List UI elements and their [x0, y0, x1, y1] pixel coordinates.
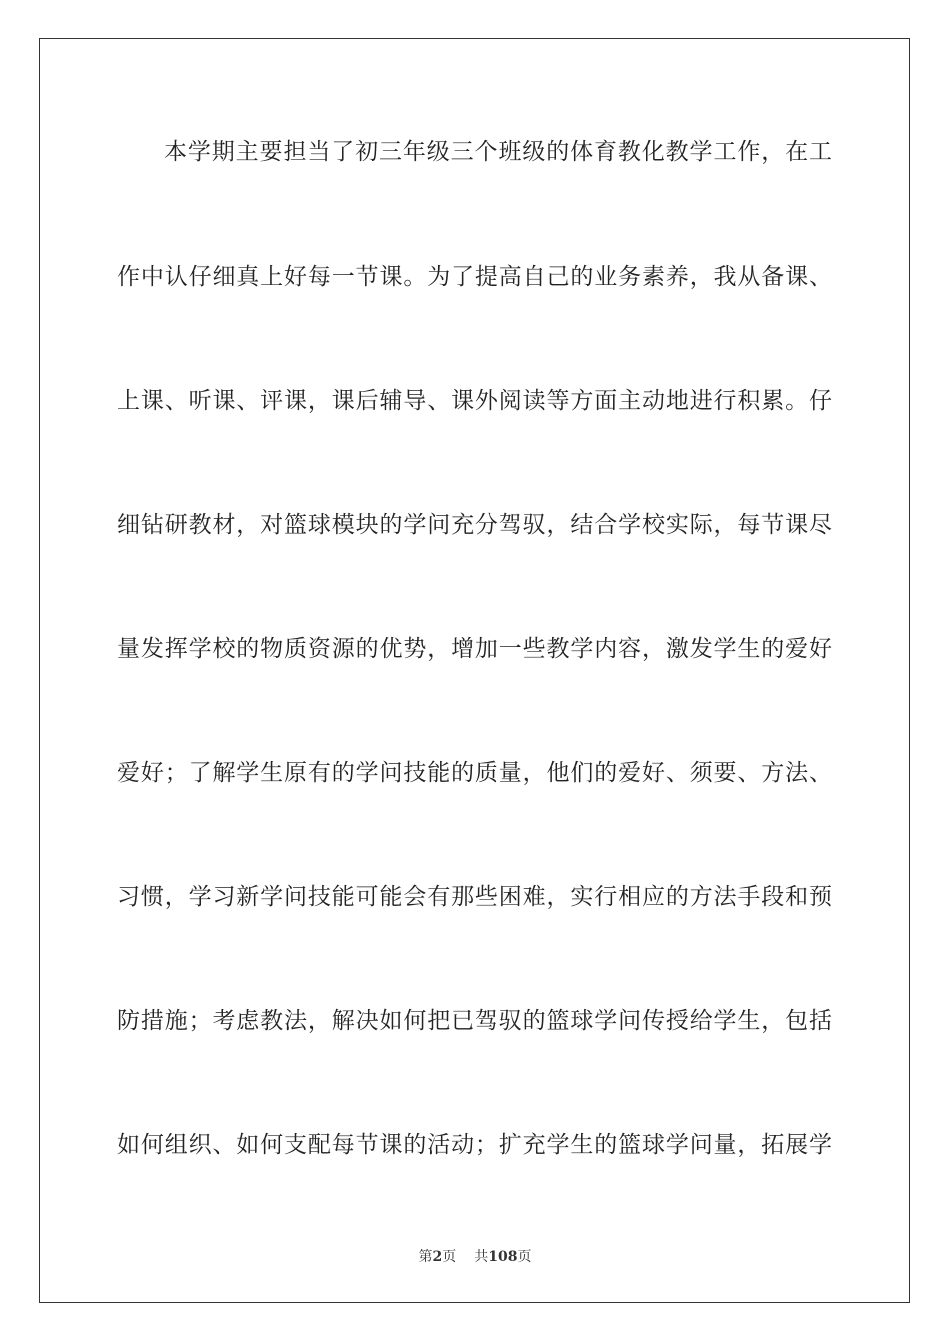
footer-total-number: 108 — [488, 1249, 518, 1265]
body-text-line-3: 上课、听课、评课，课后辅导、课外阅读等方面主动地进行积累。仔 — [117, 388, 832, 414]
body-text-line-5: 量发挥学校的物质资源的优势，增加一些教学内容，激发学生的爱好 — [117, 636, 832, 662]
body-text-line-4: 细钻研教材，对篮球模块的学问充分驾驭，结合学校实际，每节课尽 — [117, 512, 832, 538]
footer-total-suffix: 页 — [517, 1249, 532, 1265]
footer-page-prefix: 第 — [418, 1249, 433, 1265]
body-text-line-1: 本学期主要担当了初三年级三个班级的体育教化教学工作，在工 — [164, 139, 832, 165]
page-footer — [0, 1246, 950, 1266]
page-border — [39, 38, 910, 1303]
footer-total-prefix: 共 — [474, 1249, 489, 1265]
body-text-line-2: 作中认仔细真上好每一节课。为了提高自己的业务素养，我从备课、 — [117, 264, 832, 290]
footer-page-number: 2 — [432, 1249, 443, 1265]
body-text-line-8: 防措施；考虑教法，解决如何把已驾驭的篮球学问传授给学生，包括 — [117, 1008, 832, 1034]
body-text-line-6: 爱好；了解学生原有的学问技能的质量，他们的爱好、须要、方法、 — [117, 760, 832, 786]
body-text-line-7: 习惯，学习新学问技能可能会有那些困难，实行相应的方法手段和预 — [117, 884, 832, 910]
body-text-line-9: 如何组织、如何支配每节课的活动；扩充学生的篮球学问量，拓展学 — [117, 1132, 832, 1158]
footer-page-suffix: 页 — [442, 1249, 457, 1265]
